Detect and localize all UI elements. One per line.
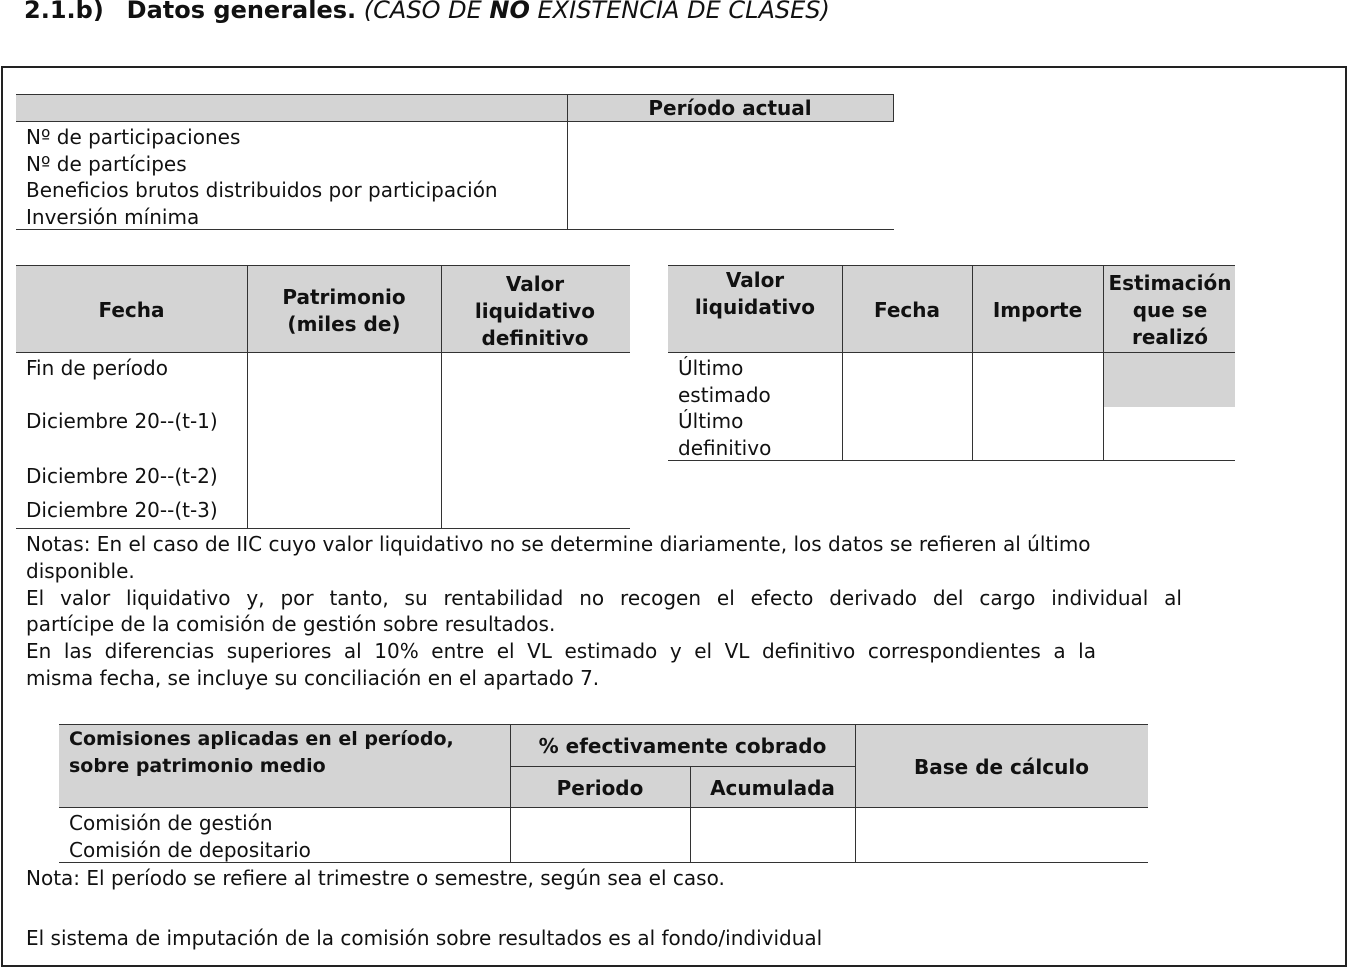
col-header-acumulada: Acumulada	[710, 776, 835, 800]
row-label: Último estimado	[678, 356, 771, 407]
row-label: Último definitivo	[678, 409, 772, 460]
row-label: Diciembre 20--(t-3)	[26, 498, 218, 522]
note-line: En las diferencias superiores al 10% entre el VL estimado y el VL definitivo correspondientes a la	[26, 639, 1096, 664]
col-header-patrimonio: Patrimonio (miles de)	[282, 285, 406, 336]
footer-note: Nota: El período se refiere al trimestre o semestre, según sea el caso.	[26, 866, 725, 890]
row-label: Comisión de depositario	[69, 838, 311, 862]
section-title	[24, 0, 830, 24]
col-header-periodo: Periodo	[556, 776, 644, 800]
row-label: Diciembre 20--(t-2)	[26, 464, 218, 488]
col-header-base-calculo: Base de cálculo	[914, 755, 1089, 779]
row-label: Inversión mínima	[26, 205, 200, 229]
note-line: El valor liquidativo y, por tanto, su rentabilidad no recogen el efecto derivado del cargo individual al	[26, 585, 1182, 610]
row-label: Comisión de gestión	[69, 811, 273, 835]
section-number: 2.1.b)	[24, 0, 104, 24]
footer-sistema: El sistema de imputación de la comisión sobre resultados es al fondo/individual	[26, 926, 823, 950]
section-heading: Datos generales.	[126, 0, 357, 24]
row-label: Nº de partícipes	[26, 152, 187, 176]
note-line: partícipe de la comisión de gestión sobre resultados.	[26, 612, 556, 637]
col-header-pct-cobrado: % efectivamente cobrado	[538, 734, 827, 758]
row-label: Fin de período	[26, 356, 168, 380]
col-header-fecha: Fecha	[873, 298, 940, 322]
note-line: Notas: En el caso de IIC cuyo valor liquidativo no se determine diariamente, los datos se refieren al último	[26, 532, 1091, 556]
col-header-valor-liquidativo: Valor liquidativo	[694, 268, 816, 319]
row-label: Nº de participaciones	[26, 125, 241, 149]
col-header-importe: Importe	[992, 298, 1083, 322]
col-header-periodo-actual: Período actual	[648, 96, 812, 120]
col-header-comisiones: Comisiones aplicadas en el período, sobre patrimonio medio	[69, 728, 454, 777]
col-header-valor-liquidativo: Valor liquidativo definitivo	[474, 272, 596, 350]
row-label: Beneficios brutos distribuidos por participación	[26, 178, 498, 202]
note-line: disponible.	[26, 558, 135, 583]
col-header-estimacion: Estimación que se realizó	[1108, 271, 1232, 349]
note-line: misma fecha, se incluye su conciliación en el apartado 7.	[26, 665, 600, 690]
col-header-fecha: Fecha	[98, 298, 165, 322]
notes-block	[26, 531, 1182, 692]
row-label: Diciembre 20--(t-1)	[26, 409, 218, 433]
section-subtitle: (CASO DE NO EXISTENCIA DE CLASES)	[363, 0, 830, 24]
